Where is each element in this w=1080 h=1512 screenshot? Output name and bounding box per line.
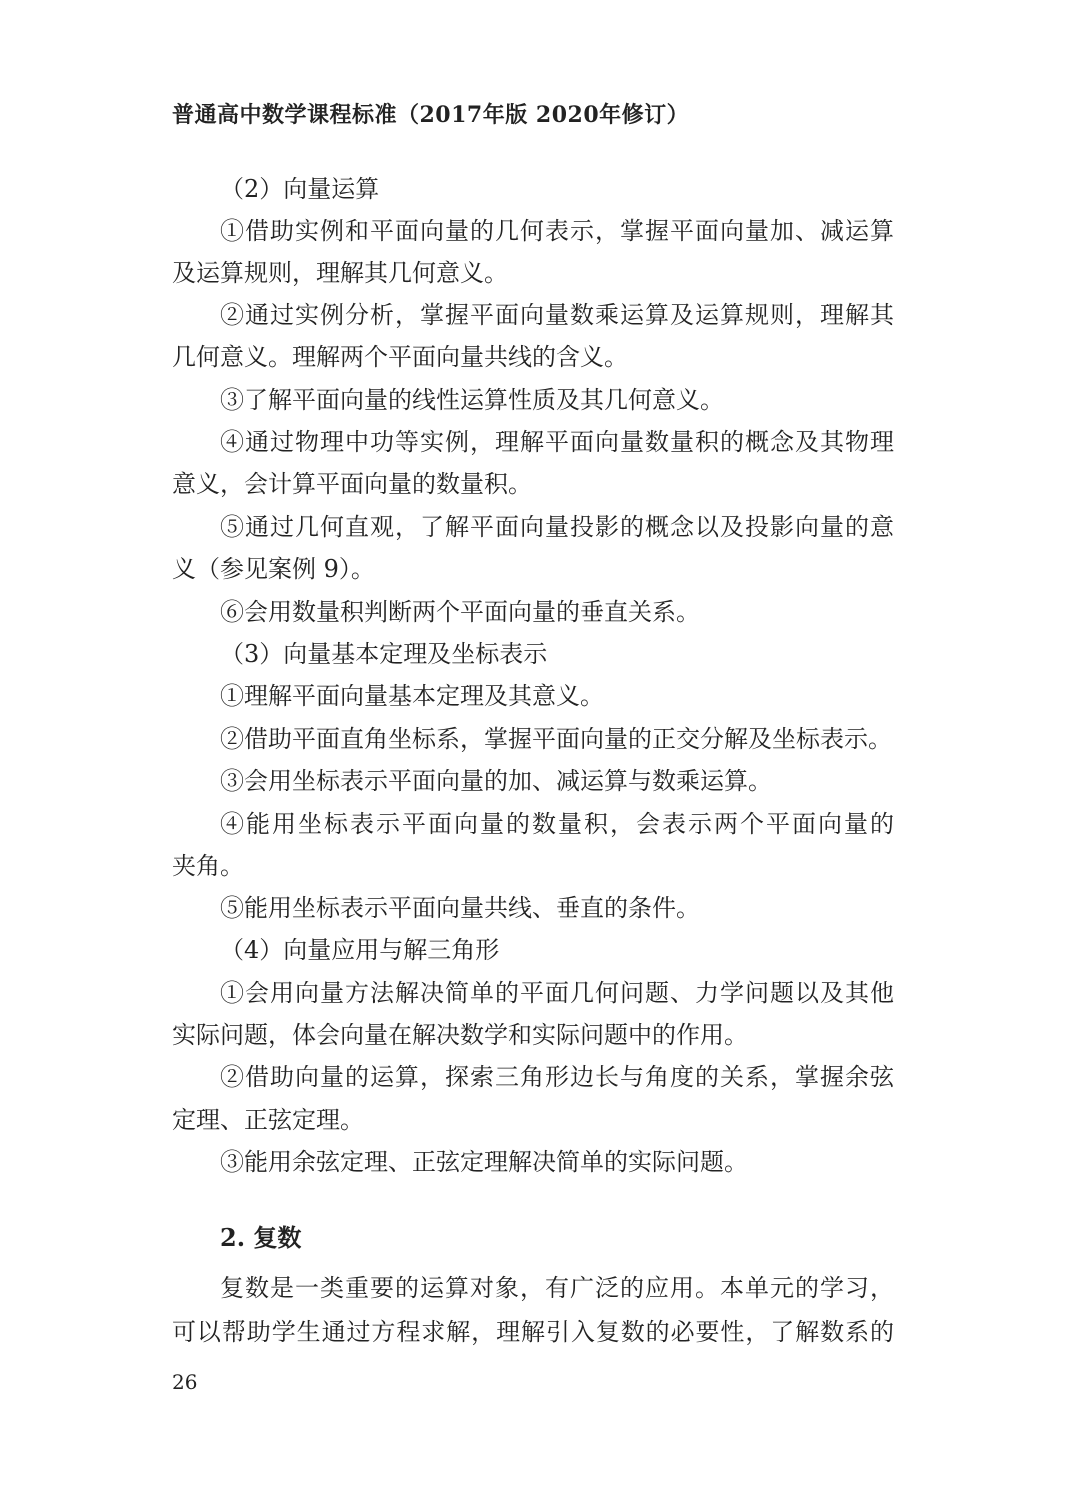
text-line: ④通过物理中功等实例，理解平面向量数量积的概念及其物理 <box>220 428 894 456</box>
text-line: 实际问题，体会向量在解决数学和实际问题中的作用。 <box>172 1021 748 1049</box>
text-line: ⑤能用坐标表示平面向量共线、垂直的条件。 <box>220 894 700 922</box>
text-line: ①理解平面向量基本定理及其意义。 <box>220 682 604 710</box>
text-line: 几何意义。理解两个平面向量共线的含义。 <box>172 343 628 371</box>
subsection-heading-vector-applications: （4）向量应用与解三角形 <box>220 936 500 964</box>
text-line: 及运算规则，理解其几何意义。 <box>172 259 508 287</box>
text-line: 复数是一类重要的运算对象，有广泛的应用。本单元的学习， <box>220 1274 894 1302</box>
text-line: ①会用向量方法解决简单的平面几何问题、力学问题以及其他 <box>220 979 894 1007</box>
page-number: 26 <box>172 1370 198 1394</box>
section-heading-complex-numbers: 2. 复数 <box>220 1223 302 1252</box>
text-line: ②借助向量的运算，探索三角形边长与角度的关系，掌握余弦 <box>220 1063 894 1091</box>
text-line: 义（参见案例 9）。 <box>172 555 375 583</box>
text-line: ③能用余弦定理、正弦定理解决简单的实际问题。 <box>220 1148 748 1176</box>
subsection-heading-vector-operations: （2）向量运算 <box>220 175 380 203</box>
text-line: 意义，会计算平面向量的数量积。 <box>172 470 532 498</box>
text-line: 可以帮助学生通过方程求解，理解引入复数的必要性，了解数系的 <box>172 1318 894 1346</box>
subsection-heading-basic-theorem: （3）向量基本定理及坐标表示 <box>220 640 548 668</box>
text-line: ②通过实例分析，掌握平面向量数乘运算及运算规则，理解其 <box>220 301 894 329</box>
text-line: ②借助平面直角坐标系，掌握平面向量的正交分解及坐标表示。 <box>220 725 892 753</box>
page-header-title: 普通高中数学课程标准（2017年版 2020年修订） <box>172 102 690 128</box>
text-line: 定理、正弦定理。 <box>172 1106 364 1134</box>
text-line: ①借助实例和平面向量的几何表示，掌握平面向量加、减运算 <box>220 217 894 245</box>
text-line: ⑤通过几何直观，了解平面向量投影的概念以及投影向量的意 <box>220 513 894 541</box>
text-line: ③会用坐标表示平面向量的加、减运算与数乘运算。 <box>220 767 772 795</box>
text-line: ⑥会用数量积判断两个平面向量的垂直关系。 <box>220 598 700 626</box>
text-line: ④能用坐标表示平面向量的数量积，会表示两个平面向量的 <box>220 810 894 838</box>
text-line: 夹角。 <box>172 852 244 880</box>
text-line: ③了解平面向量的线性运算性质及其几何意义。 <box>220 386 724 414</box>
